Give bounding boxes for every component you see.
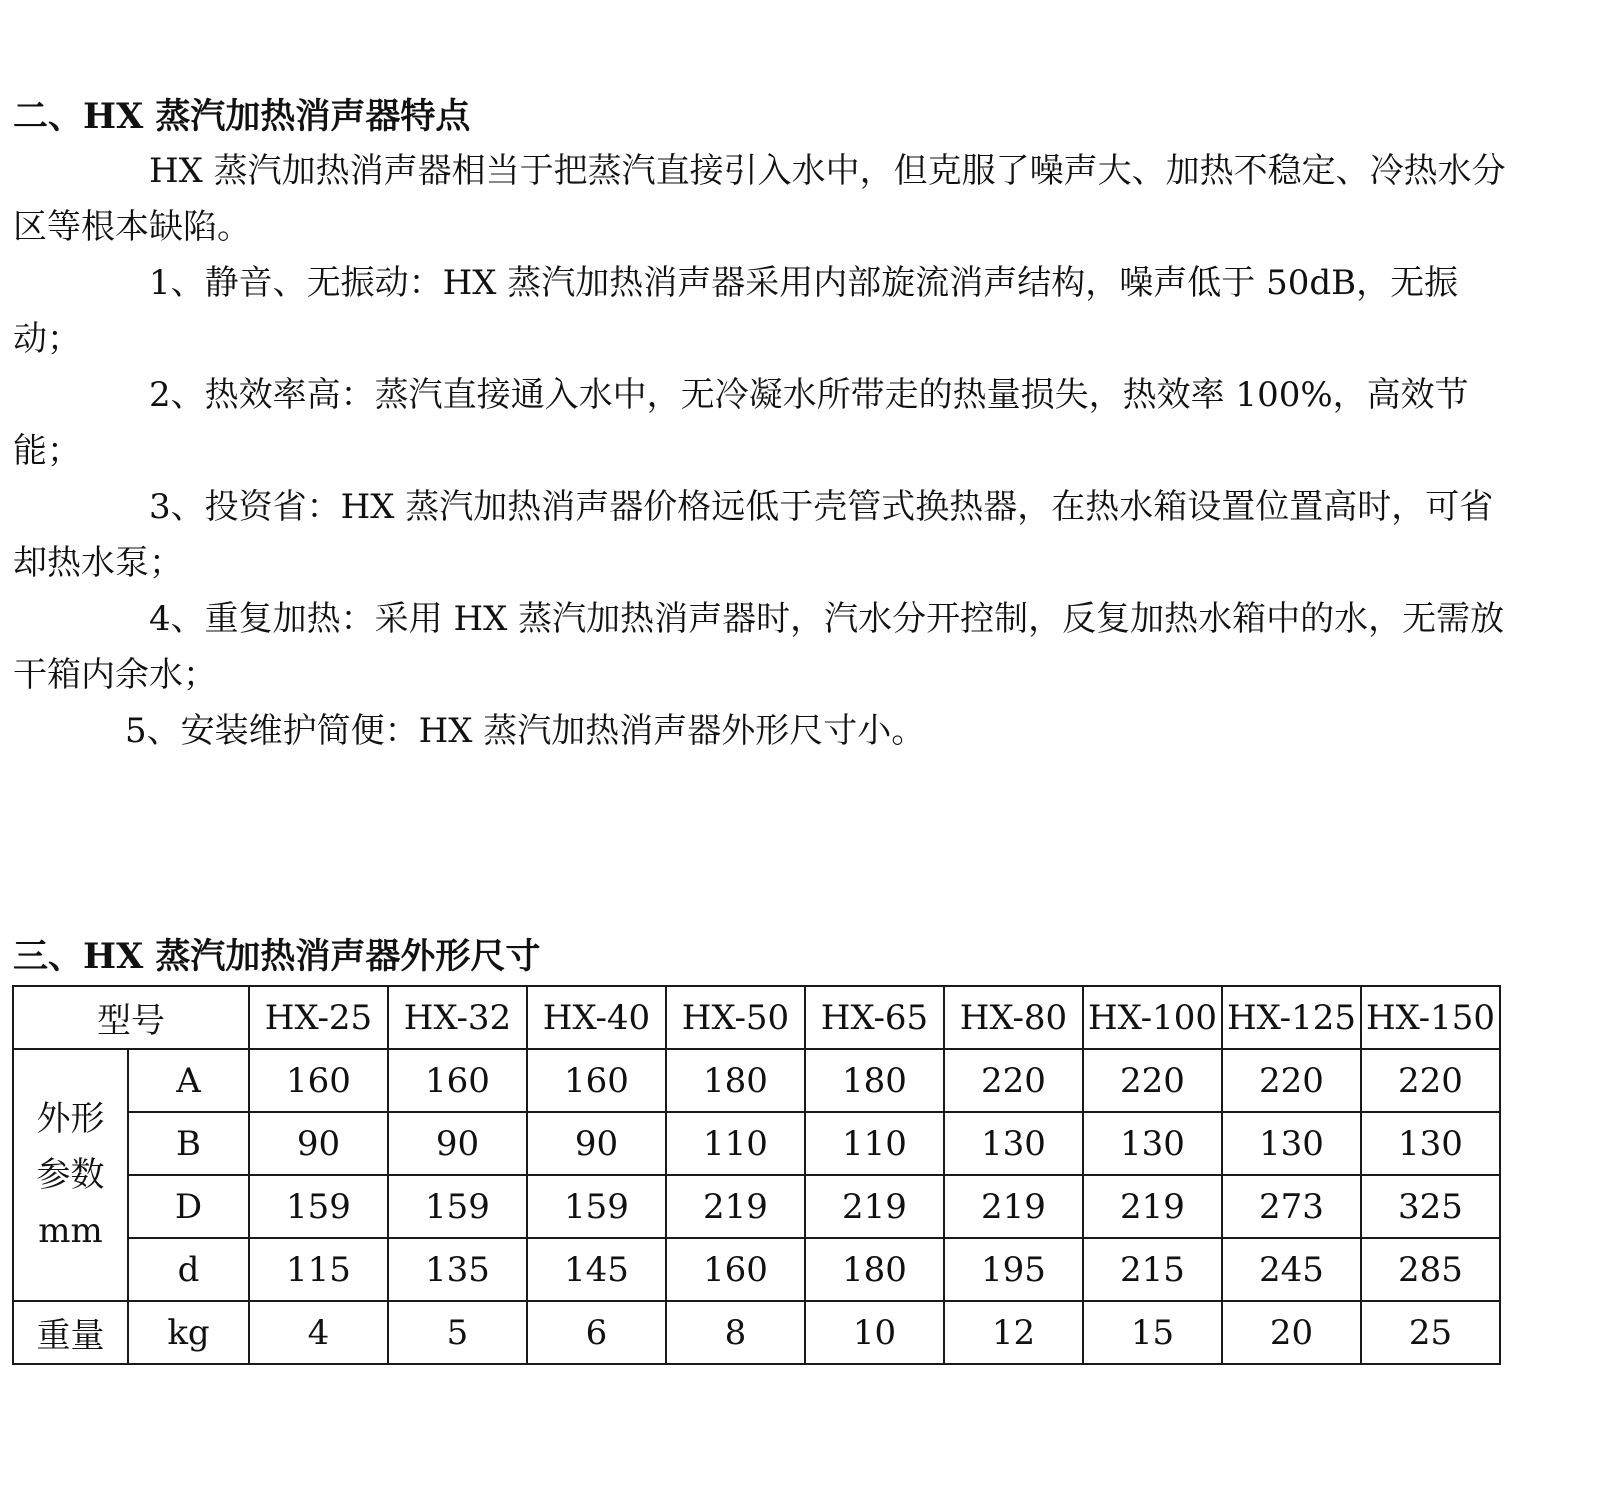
table-cell: 130 — [1361, 1112, 1500, 1175]
model-header-cell: HX-100 — [1083, 986, 1222, 1049]
weight-label-cell: 重量 — [13, 1301, 128, 1364]
feature-item-3-text: 3、投资省：HX 蒸汽加热消声器价格远低于壳管式换热器，在热水箱设置位置高时，可省却热水泵； — [13, 487, 1494, 583]
table-cell: 220 — [1083, 1049, 1222, 1112]
table-cell: 25 — [1361, 1301, 1500, 1364]
table-cell: 160 — [249, 1049, 388, 1112]
table-cell: 10 — [805, 1301, 944, 1364]
section2-intro — [13, 143, 1511, 255]
table-cell: 160 — [527, 1049, 666, 1112]
feature-item-3 — [13, 479, 1511, 591]
feature-item-1 — [13, 255, 1511, 367]
model-header-cell: HX-25 — [249, 986, 388, 1049]
table-row-A — [13, 1049, 1500, 1112]
table-cell: 180 — [805, 1049, 944, 1112]
table-cell: 130 — [944, 1112, 1083, 1175]
table-header-row — [13, 986, 1500, 1049]
model-label-cell: 型号 — [13, 986, 249, 1049]
table-cell: 180 — [666, 1049, 805, 1112]
model-header-cell: HX-40 — [527, 986, 666, 1049]
table-cell: 159 — [249, 1175, 388, 1238]
table-cell: 90 — [249, 1112, 388, 1175]
model-header-cell: HX-80 — [944, 986, 1083, 1049]
section2-heading: 二、HX 蒸汽加热消声器特点 — [13, 96, 471, 137]
table-cell: 90 — [388, 1112, 527, 1175]
model-header-cell: HX-50 — [666, 986, 805, 1049]
table-row-weight — [13, 1301, 1500, 1364]
dimension-group-label-line: 参数 — [36, 1155, 105, 1195]
table-row-d — [13, 1238, 1500, 1301]
model-header-cell: HX-65 — [805, 986, 944, 1049]
table-cell: 245 — [1222, 1238, 1361, 1301]
table-cell: 110 — [805, 1112, 944, 1175]
feature-item-4-text: 4、重复加热：采用 HX 蒸汽加热消声器时，汽水分开控制，反复加热水箱中的水，无需放干箱内余水； — [13, 599, 1505, 695]
dimension-group-label-line: 外形 — [36, 1099, 105, 1139]
table-cell: 8 — [666, 1301, 805, 1364]
dimension-table — [12, 985, 1501, 1365]
table-cell: 130 — [1222, 1112, 1361, 1175]
table-row-D — [13, 1175, 1500, 1238]
dimension-label-cell: A — [128, 1049, 249, 1112]
table-cell: 6 — [527, 1301, 666, 1364]
table-cell: 145 — [527, 1238, 666, 1301]
model-header-cell: HX-32 — [388, 986, 527, 1049]
table-cell: 220 — [1361, 1049, 1500, 1112]
table-cell: 115 — [249, 1238, 388, 1301]
table-row-B — [13, 1112, 1500, 1175]
table-cell: 4 — [249, 1301, 388, 1364]
feature-item-5-text: 5、安装维护简便：HX 蒸汽加热消声器外形尺寸小。 — [125, 711, 926, 751]
table-cell: 273 — [1222, 1175, 1361, 1238]
table-cell: 285 — [1361, 1238, 1500, 1301]
table-cell: 160 — [388, 1049, 527, 1112]
dimension-group-label-cell — [13, 1049, 128, 1301]
table-cell: 5 — [388, 1301, 527, 1364]
table-cell: 180 — [805, 1238, 944, 1301]
table-cell: 219 — [944, 1175, 1083, 1238]
table-cell: 135 — [388, 1238, 527, 1301]
section3-heading: 三、HX 蒸汽加热消声器外形尺寸 — [13, 936, 541, 977]
table-cell: 130 — [1083, 1112, 1222, 1175]
dimension-label-cell: d — [128, 1238, 249, 1301]
dimension-label-cell: B — [128, 1112, 249, 1175]
table-cell: 215 — [1083, 1238, 1222, 1301]
dimension-group-label-line: mm — [38, 1211, 103, 1251]
feature-item-2 — [13, 367, 1511, 479]
table-cell: 159 — [527, 1175, 666, 1238]
table-cell: 219 — [1083, 1175, 1222, 1238]
table-cell: 159 — [388, 1175, 527, 1238]
table-cell: 219 — [666, 1175, 805, 1238]
table-cell: 90 — [527, 1112, 666, 1175]
feature-item-1-text: 1、静音、无振动：HX 蒸汽加热消声器采用内部旋流消声结构，噪声低于 50dB，无振动； — [13, 263, 1459, 359]
table-cell: 20 — [1222, 1301, 1361, 1364]
table-cell: 325 — [1361, 1175, 1500, 1238]
table-cell: 195 — [944, 1238, 1083, 1301]
table-cell: 220 — [944, 1049, 1083, 1112]
feature-item-5 — [13, 703, 1511, 759]
section2-intro-text: HX 蒸汽加热消声器相当于把蒸汽直接引入水中，但克服了噪声大、加热不稳定、冷热水分区等根本缺陷。 — [13, 151, 1506, 247]
feature-item-4 — [13, 591, 1511, 703]
table-cell: 15 — [1083, 1301, 1222, 1364]
table-cell: 220 — [1222, 1049, 1361, 1112]
table-cell: 12 — [944, 1301, 1083, 1364]
table-cell: 110 — [666, 1112, 805, 1175]
model-header-cell: HX-125 — [1222, 986, 1361, 1049]
model-header-cell: HX-150 — [1361, 986, 1500, 1049]
table-cell: 160 — [666, 1238, 805, 1301]
weight-unit-cell: kg — [128, 1301, 249, 1364]
dimension-label-cell: D — [128, 1175, 249, 1238]
table-cell: 219 — [805, 1175, 944, 1238]
feature-item-2-text: 2、热效率高：蒸汽直接通入水中，无冷凝水所带走的热量损失，热效率 100%，高效节能； — [13, 375, 1469, 471]
